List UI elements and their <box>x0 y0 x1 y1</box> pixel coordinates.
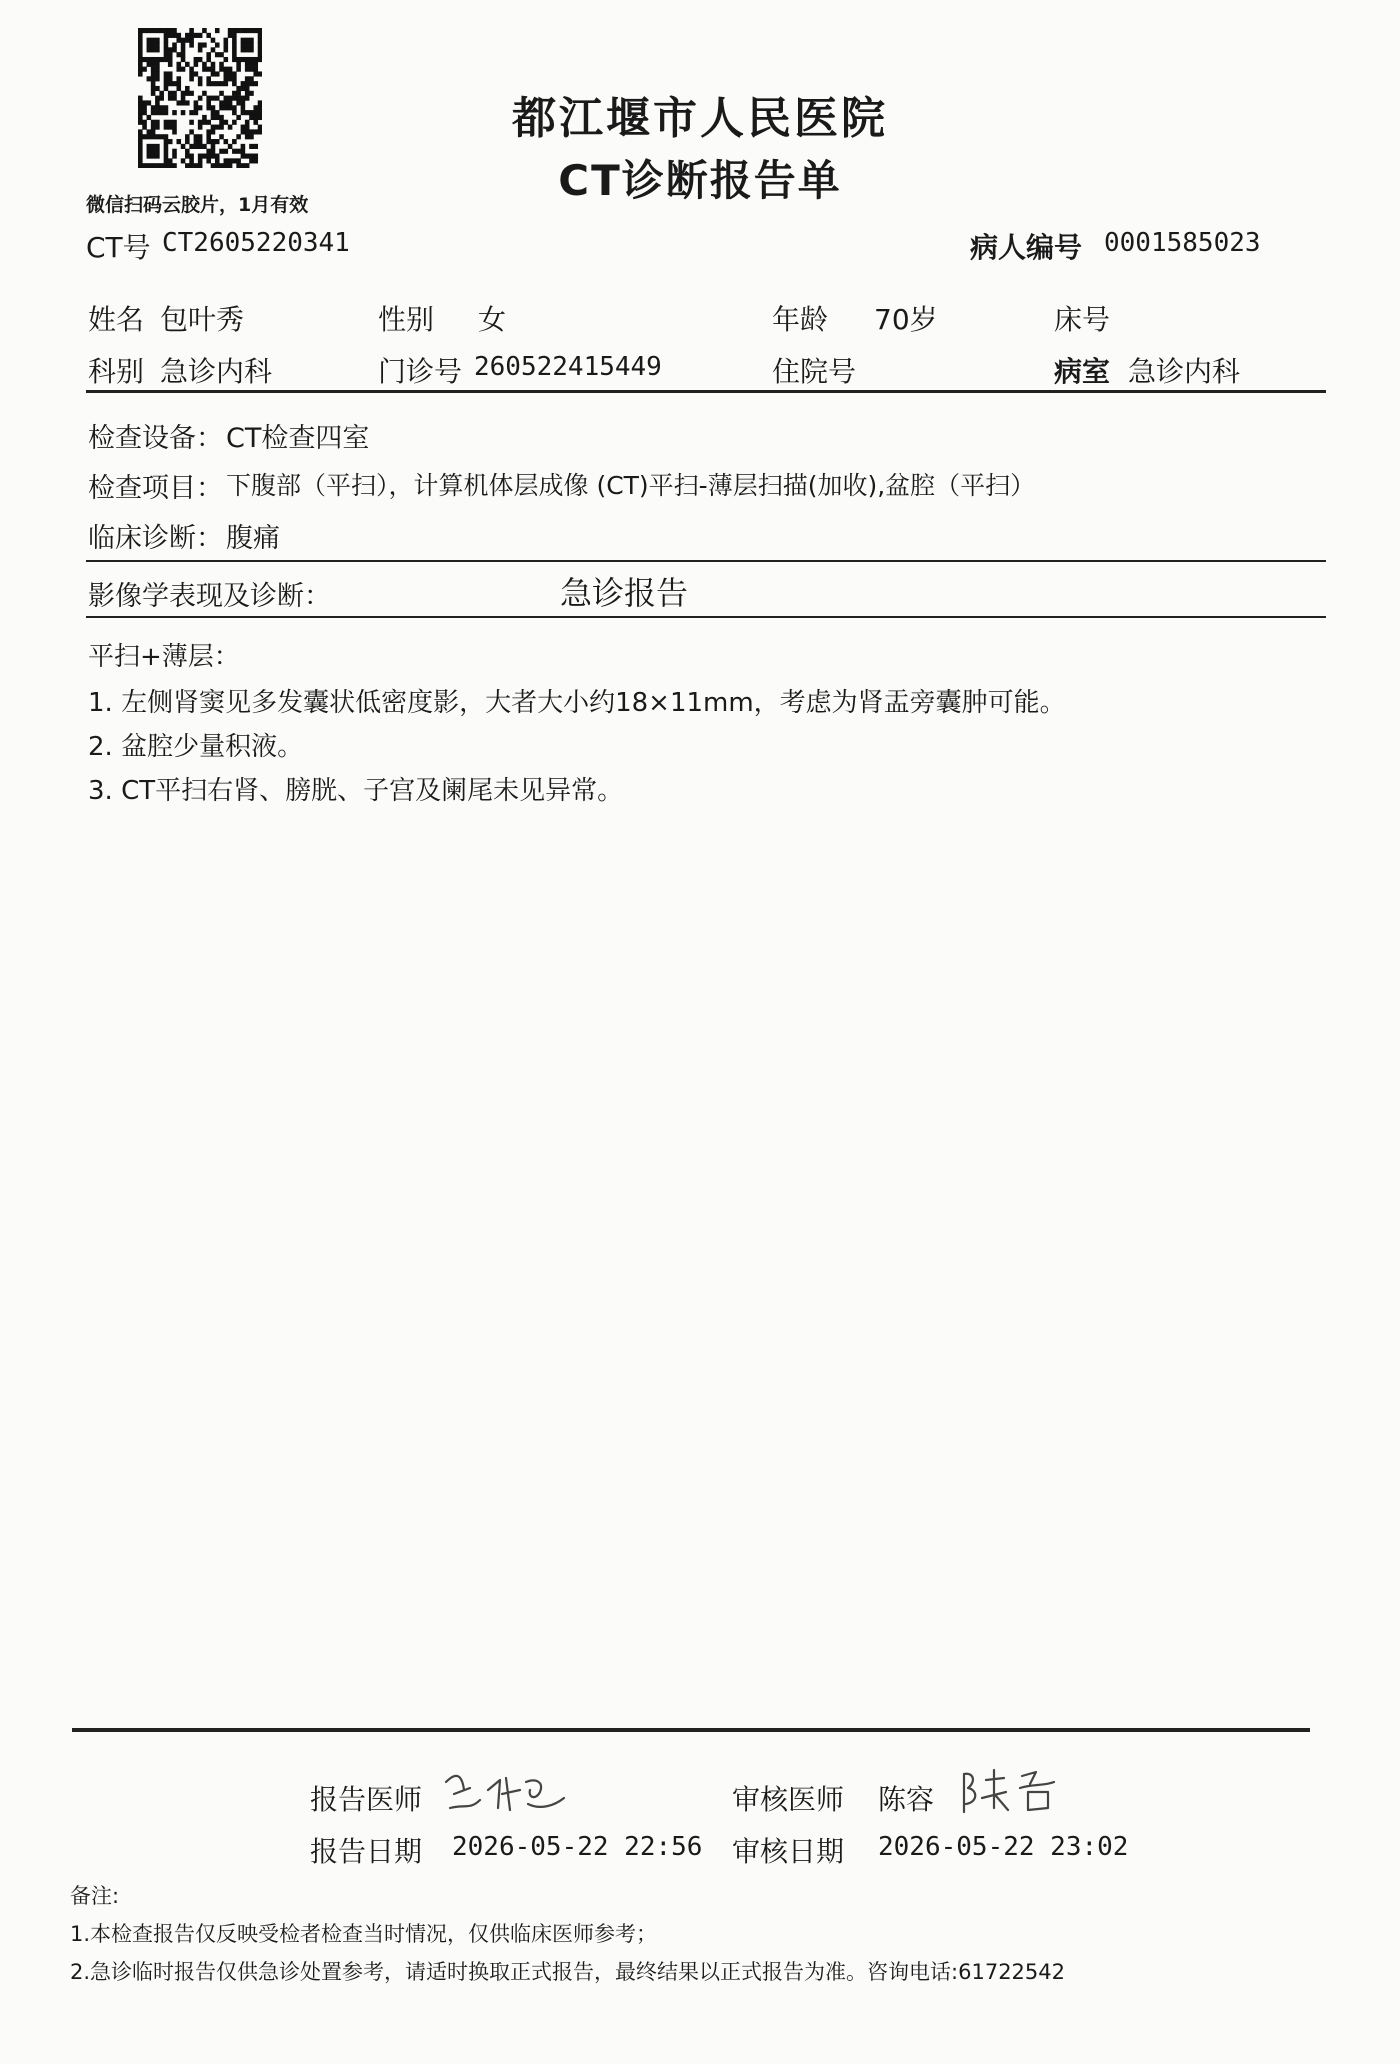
report-date-label: 报告日期 <box>310 1835 423 1868</box>
outpatient-number-label: 门诊号 <box>378 355 463 388</box>
name-value: 包叶秀 <box>160 303 245 336</box>
review-doctor-name: 陈容 <box>878 1783 935 1816</box>
finding-item: 2. 盆腔少量积液。 <box>88 732 304 762</box>
notes-label: 备注: <box>70 1884 120 1908</box>
sex-value: 女 <box>478 303 507 336</box>
name-label: 姓名 <box>88 303 145 336</box>
header-divider <box>86 390 1326 393</box>
equipment-value: CT检查四室 <box>226 423 370 454</box>
age-value: 70岁 <box>874 303 938 336</box>
patient-id-value: 0001585023 <box>1104 228 1261 258</box>
review-doctor-signature <box>958 1762 1068 1820</box>
finding-item: 3. CT平扫右肾、膀胱、子宫及阑尾未见异常。 <box>88 776 624 806</box>
report-doctor-signature <box>440 1760 570 1820</box>
department-label: 科别 <box>88 355 145 388</box>
report-date-value: 2026-05-22 22:56 <box>452 1832 703 1862</box>
clinical-diagnosis-value: 腹痛 <box>226 523 280 554</box>
ct-number-label: CT号 <box>86 231 151 264</box>
report-title: CT诊断报告单 <box>558 156 842 205</box>
exam-items-label: 检查项目： <box>88 473 223 504</box>
equipment-label: 检查设备： <box>88 423 223 454</box>
outpatient-number-value: 260522415449 <box>474 352 662 382</box>
ward-value: 急诊内科 <box>1128 355 1241 388</box>
patient-id-label: 病人编号 <box>970 231 1083 264</box>
note-item: 2.急诊临时报告仅供急诊处置参考，请适时换取正式报告，最终结果以正式报告为准。咨询电话:61722542 <box>70 1960 1065 1984</box>
review-date-label: 审核日期 <box>732 1835 845 1868</box>
ward-label: 病室 <box>1054 355 1111 388</box>
review-date-value: 2026-05-22 23:02 <box>878 1832 1129 1862</box>
note-item: 1.本检查报告仅反映受检者检查当时情况，仅供临床医师参考； <box>70 1922 658 1946</box>
department-value: 急诊内科 <box>160 355 273 388</box>
bed-label: 床号 <box>1054 303 1111 336</box>
report-doctor-label: 报告医师 <box>310 1783 423 1816</box>
hospital-name: 都江堰市人民医院 <box>512 93 888 144</box>
exam-divider <box>86 560 1326 562</box>
clinical-diagnosis-label: 临床诊断： <box>88 523 223 554</box>
review-doctor-label: 审核医师 <box>732 1783 845 1816</box>
report-type: 急诊报告 <box>560 574 689 612</box>
findings-section-label: 影像学表现及诊断： <box>88 581 331 612</box>
qr-code-note: 微信扫码云胶片，1月有效 <box>86 194 309 216</box>
findings-divider <box>86 616 1326 618</box>
ct-number-value: CT2605220341 <box>162 228 350 258</box>
age-label: 年龄 <box>772 303 829 336</box>
sex-label: 性别 <box>378 303 435 336</box>
signature-divider <box>72 1728 1310 1732</box>
finding-item: 1. 左侧肾窦见多发囊状低密度影，大者大小约18×11mm，考虑为肾盂旁囊肿可能。 <box>88 688 1066 718</box>
inpatient-number-label: 住院号 <box>772 355 857 388</box>
exam-items-value: 下腹部（平扫），计算机体层成像 (CT)平扫-薄层扫描(加收),盆腔（平扫） <box>226 471 1036 500</box>
findings-subheading: 平扫+薄层： <box>88 642 240 672</box>
